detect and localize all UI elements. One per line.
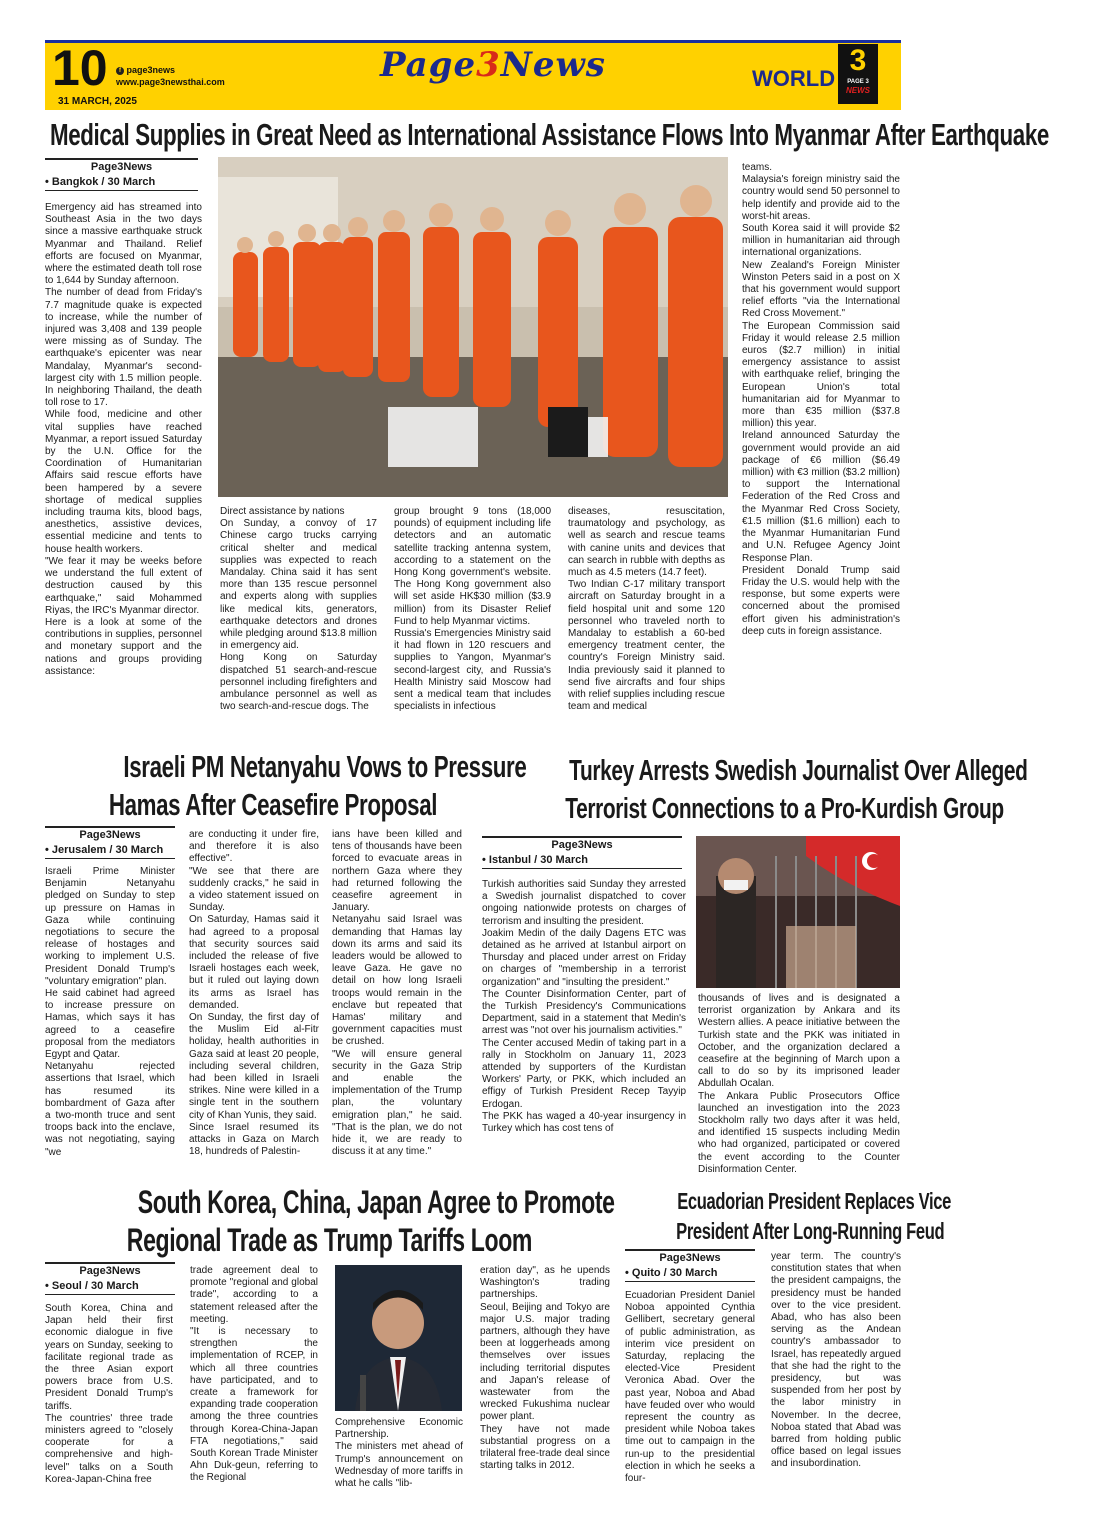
story2-byline: Page3News • Jerusalem / 30 March [45, 826, 175, 859]
story2-col2: are conducting it under fire, and therefore it is also effective". "We see that there are suddenly cracks," he said in a video statement issued on Sunday. On Saturday, Hamas said it had agreed to a proposal that security sources said included the release of five Israeli hostages each week, but it ruled out laying down its arms as Israel has demanded. On Sunday, the first day of the Muslim Eid al-Fitr holiday, health authorities in Gaza said at least 20 people, including several children, had been killed in Israeli strikes. Nine were killed in a single tent in the southern city of Khan Yunis, they said. Since Israel resumed its attacks in Gaza on March 18, hundreds of Palestin- [189, 829, 319, 1158]
story3-col1: Turkish authorities said Sunday they arrested a Swedish journalist dispatched to cover ongoing nationwide protests on charges of terrorism and insulting the president. Joakim Medin of the daily Dagens ETC was detained as he arrived at Istanbul airport on Thursday and placed under arrest on Friday on charges of "membership in a terrorist organization" and "insulting the president." The Counter Disinformation Center, part of the Turkish Presidency's Communications Department, said in a statement that Medin's arrest was "not over his journalism activities." The Center accused Medin of taking part in a rally in Stockholm on January 11, 2023 attended by supporters of the Kurdistan Workers' Party, or PKK, which included an effigy of Turkish President Recep Tayyip Erdogan. The PKK has waged a 40-year insurgency in Turkey which has cost tens of [482, 879, 686, 1135]
website-link[interactable]: www.page3newsthai.com [116, 77, 225, 87]
facebook-handle[interactable]: page3news [126, 65, 176, 75]
rescue-team-photo [218, 157, 728, 497]
story4-col2: trade agreement deal to promote "regional and global trade", according to a statement released after the meeting. "It is necessary to strengthen the implementation of RCEP, in which all three countries have participated, and to create a framework for expanding trade cooperation among the three countries through Korea-China-Japan FTA negotiations," said South Korean Trade Minister Ahn Duk-geun, referring to the Regional [190, 1265, 318, 1484]
story2-headline[interactable]: Israeli PM Netanyahu Vows to Pressure Hamas After Ceasefire Proposal [108, 749, 527, 822]
story5-col1: Ecuadorian President Daniel Noboa appointed Cynthia Gellibert, secretary general of public administration, as interim vice president on Saturday, replacing the elected-Vice President Veronica Abad. Over the past year, Noboa and Abad have feuded over who would represent the country as president while Noboa takes time out to campaign in the run-up to the presidential election in which he seeks a four- [625, 1290, 755, 1485]
story3-col2: thousands of lives and is designated a terrorist organization by Ankara and its Western allies. A peace initiative between the Turkish state and the PKK was initiated in October, and the organization declared a ceasefire at the beginning of March upon a call to do so by its imprisoned leader Abdullah Ocalan. The Ankara Public Prosecutors Office launched an investigation into the 2023 Stockholm rally two days after it was held, and identified 15 suspects including Medin who had organized, participated or covered the event according to the Counter Disinformation Center. [698, 993, 900, 1175]
section-label: WORLD [752, 66, 836, 91]
story1-col4: diseases, resuscitation, traumatology and psychology, as well as search and rescue teams with canine units and devices that can search in rubble with depths as much as 4.5 meters (14.7 feet). Two Indian C-17 military transport aircraft on Saturday brought in a field hospital unit and some 120 personnel who traveled north to Mandalay to establish a 60-bed emergency treatment center, the country's Foreign Ministry said. India previously said it planned to send five aircrafts and four ships with relief supplies including rescue team and medical [568, 506, 725, 713]
newspaper-logo[interactable]: Page3News [380, 45, 606, 85]
story1-headline[interactable]: Medical Supplies in Great Need as International Assistance Flows Into Myanmar After Earthquake [50, 117, 1049, 152]
page3-badge-logo: 3 PAGE 3 NEWS [838, 44, 878, 104]
story2-col1: Israeli Prime Minister Benjamin Netanyahu pledged on Sunday to step up pressure on Hamas in Gaza while continuing negotiations to secure the release of hostages and working to implement U.S. President Donald Trump's "voluntary emigration" plan. He said cabinet had agreed to increase pressure on Hamas, which says it has agreed to a ceasefire proposal from the mediators Egypt and Qatar. Netanyahu rejected assertions that Israel, which has resumed its bombardment of Gaza after a two-month truce and sent troops back into the enclave, was not negotiating, saying "we [45, 866, 175, 1158]
story4-col4: eration day", as he upends Washington's trading partnerships. Seoul, Beijing and Tokyo are major U.S. major trading partners, although they have been at loggerheads among themselves over issues including territorial disputes and Japan's release of wastewater from the wrecked Fukushima nuclear power plant. They have not made substantial progress on a trilateral free-trade deal since starting talks in 2012. [480, 1265, 610, 1472]
story4-col1: South Korea, China and Japan held their first economic dialogue in five years on Sunday, seeking to facilitate regional trade as the three Asian export powers brace from U.S. President Donald Trump's tariffs. The countries' three trade ministers agreed to "closely cooperate for a comprehensive and high-level" talks on a South Korea-Japan-China free [45, 1303, 173, 1485]
story4-col3: Comprehensive Economic Partnership. The ministers met ahead of Trump's announcement on Wednesday of more tariffs in what he calls "lib- [335, 1417, 463, 1490]
minister-portrait [335, 1265, 462, 1411]
story1-col1: Emergency aid has streamed into Southeast Asia in the two days since a massive earthquake struck Myanmar and Thailand. Relief efforts are focused on Myanmar, where the estimated death toll rose to 1,644 by Sunday afternoon. The number of dead from Friday's 7.7 magnitude quake is expected to increase, while the number of injured was 3,408 and 139 people were missing as of Sunday. The earthquake's epicenter was near Mandalay, Myanmar's second-largest city with 1.5 million people. In neighboring Thailand, the death toll rose to 17. While food, medicine and other vital supplies have reached Myanmar, a report issued Saturday by the U.N. Office for the Coordination of Humanitarian Affairs said rescue efforts have been hampered by a severe shortage of medical supplies including trauma kits, blood bags, anesthetics, assistive devices, essential medicine and tents to house health workers. "We fear it may be weeks before we understand the full extent of destruction caused by this earthquake," said Mohammed Riyas, the IRC's Myanmar director. Here is a look at some of the contributions in supplies, personnel and monetary support and the nations and groups providing assistance: [45, 202, 202, 677]
issue-date: 31 MARCH, 2025 [58, 96, 137, 107]
story4-headline[interactable]: South Korea, China, Japan Agree to Promote Regional Trade as Trump Tariffs Loom [126, 1184, 615, 1258]
story4-byline: Page3News • Seoul / 30 March [45, 1262, 175, 1295]
story1-col5: teams. Malaysia's foreign ministry said the country would send 50 personnel to help identify and provide aid to the worst-hit areas. South Korea said it will provide $2 million in humanitarian aid through international organizations. New Zealand's Foreign Minister Winston Peters said in a post on X that his government would support relief efforts "via the International Red Cross Movement." The European Commission said Friday it would release 2.5 million euros ($2.7 million) in initial emergency assistance to assist with earthquake relief, bringing the European Union's total humanitarian aid for Myanmar to more than €35 million ($37.8 million) this year. Ireland announced Saturday the government would provide an aid package of €6 million ($6.49 million) with €3 million ($3.2 million) to support the International Federation of the Red Cross and the Myanmar Red Cross Society, €1.5 million ($1.6 million) each to the Myanmar Humanitarian Fund and U.N. Refugee Agency Joint Response Plan. President Donald Trump said Friday the U.S. would help with the response, but some experts were concerned about the promised effort given his administration's deep cuts in foreign assistance. [742, 162, 900, 637]
story1-col2: Direct assistance by nations On Sunday, a convoy of 17 Chinese cargo trucks carrying critical shelter and medical supplies was expected to reach Mandalay. China said it has sent more than 135 rescue personnel and experts along with supplies like medical kits, generators, earthquake detectors and drones while pledging around $13.8 million in emergency aid. Hong Kong on Saturday dispatched 51 search-and-rescue personnel including firefighters and ambulance personnel as well as two search-and-rescue dogs. The [220, 506, 377, 713]
story1-byline: Page3News • Bangkok / 30 March [45, 158, 198, 191]
story5-col2: year term. The country's constitution states that when the president campaigns, the presidency must be handed over to the vice president. Abad, who has also been serving as the Andean country's ambassador to Israel, has repeatedly argued that she had the right to the presidency, but was suspended from her post by the labor ministry in November. In the decree, Noboa stated that Abad was barred from holding public office based on legal issues and insubordination. [771, 1251, 901, 1470]
story2-col3: ians have been killed and tens of thousands have been forced to evacuate areas in northern Gaza where they had returned following the ceasefire agreement in January. Netanyahu said Israel was demanding that Hamas lay down its arms and said its leaders would be allowed to leave Gaza. He gave no detail on how long Israeli troops would remain in the enclave but repeated that Hamas' military and government capacities must be crushed. "We will ensure general security in the Gaza Strip and enable the implementation of the Trump plan, the voluntary emigration plan," he said. "That is the plan, we do not hide it, we are ready to discuss it at any time." [332, 829, 462, 1158]
story1-col3: group brought 9 tons (18,000 pounds) of equipment including life detectors and an automatic satellite tracking antenna system, according to a statement on the Hong Kong government's website. The Hong Kong government also will set aside HK$30 million ($3.9 million) from its Disaster Relief Fund to help Myanmar victims. Russia's Emergencies Ministry said it had flown in 120 rescuers and supplies to Yangon, Myanmar's second-largest city, and Russia's Health Ministry said Moscow had sent a medical team that includes specialists in infectious [394, 506, 551, 713]
protest-photo [696, 836, 900, 988]
facebook-icon: f [116, 67, 124, 75]
masthead-links [116, 64, 225, 88]
story5-byline: Page3News • Quito / 30 March [625, 1249, 755, 1282]
story3-byline: Page3News • Istanbul / 30 March [482, 836, 682, 869]
story5-headline[interactable]: Ecuadorian President Replaces Vice President After Long-Running Feud [676, 1188, 951, 1244]
story3-headline[interactable]: Turkey Arrests Swedish Journalist Over Alleged Terrorist Connections to a Pro-Kurdish Group [565, 755, 1028, 825]
page-number: 10 [52, 40, 108, 96]
